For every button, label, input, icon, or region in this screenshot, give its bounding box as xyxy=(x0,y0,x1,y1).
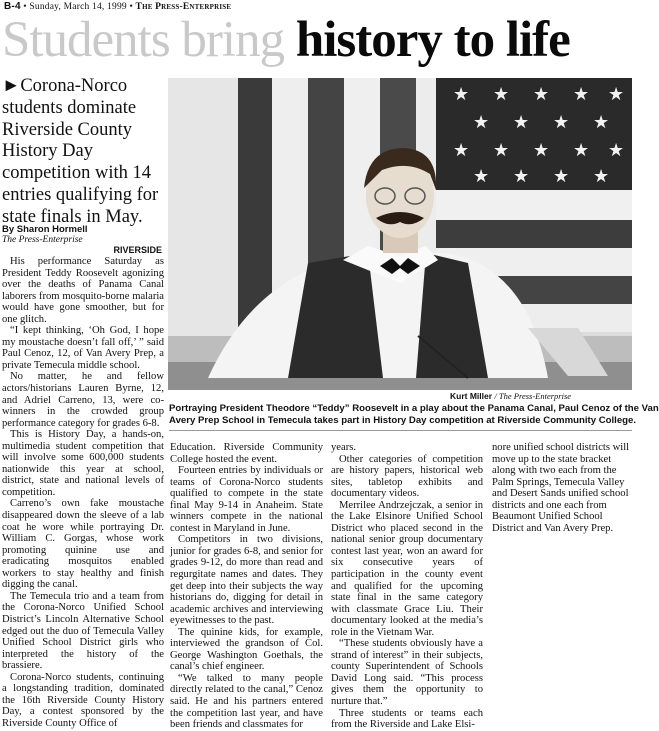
paragraph: Competitors in two divisions, junior for grades 6-8, and senior for grades 9-12, do more than read and regurgitate names and dates. They get deep into their subjects the way historians do, digging for detail in academic archives and interviewing eyewitnesses to the past. xyxy=(170,534,323,627)
paragraph: The quinine kids, for example, interviewed the grandson of Col. George Washington Goethals, the canal’s chief engineer. xyxy=(170,626,323,673)
paragraph: years. xyxy=(331,442,356,453)
folio-separator: • xyxy=(129,2,136,12)
paragraph: Carreno’s own fake moustache disappeared down the sleeve of a lab coat he wore while portraying Dr. William C. Gorgas, whose work promoting quinine use and eradicating mosquitos enabled workers to stay healthy and finish digging the canal. xyxy=(2,498,164,591)
svg-text:★: ★ xyxy=(513,112,530,133)
photo-credit xyxy=(450,391,632,401)
svg-text:★: ★ xyxy=(573,84,590,105)
paragraph: The Temecula trio and a team from the Corona-Norco Unified School District’s Lincoln Alternative School edged out the duo of Temecula Valley Unified School District girls who interpreted the history of the brassiere. xyxy=(2,590,164,672)
photo-credit-organization: / The Press-Enterprise xyxy=(494,391,572,401)
svg-text:★: ★ xyxy=(493,84,510,105)
svg-text:★: ★ xyxy=(573,140,590,161)
paragraph: No matter, he and fellow actors/historians Lauren Byrne, 12, and Adriel Carreno, 13, were co-winners in the crowded group performance category for grades 6-8. xyxy=(2,371,164,429)
folio-date: Sunday, March 14, 1999 xyxy=(29,2,127,12)
article-column-2 xyxy=(170,442,323,731)
svg-text:★: ★ xyxy=(453,140,470,161)
caption-line: Portraying President Theodore “Teddy” Roosevelt in a play about the Panama Canal, Paul Cenoz of the Van xyxy=(169,403,659,414)
page-folio xyxy=(4,1,231,12)
svg-text:★: ★ xyxy=(593,112,610,133)
byline-author: By Sharon Hormell xyxy=(2,224,88,235)
paragraph: Corona-Norco students, continuing a longstanding tradition, dominated the 16th Riverside County History Day, a contest sponsored by the Riverside County Office of xyxy=(2,671,164,729)
article-column-4 xyxy=(492,442,632,712)
svg-text:★: ★ xyxy=(473,112,490,133)
svg-text:★: ★ xyxy=(473,166,490,187)
deck-text: Corona-Norco students dominate Riverside County History Day competition with 14 entries qualifying for state finals in May. xyxy=(2,76,159,227)
paragraph: “We talked to many people directly related to the canal,” Cenoz said. He and his partners entered the competition last year, and have been friends and classmates for xyxy=(170,672,323,731)
paragraph: His performance Saturday as President Teddy Roosevelt agonizing over the deaths of Panama Canal laborers from mosquito-borne malaria would have gone smoother, but for one glitch. xyxy=(2,256,164,325)
deck-subheadline xyxy=(2,76,160,229)
photo-caption xyxy=(169,403,659,429)
paragraph: “These students obviously have a strand of interest” in their subjects, county Superintendent of Schools David Long said. “This process gives them the opportunity to nurture that.” xyxy=(331,638,483,708)
article-column-1 xyxy=(2,256,164,729)
byline-organization: The Press-Enterprise xyxy=(2,235,83,245)
svg-text:★: ★ xyxy=(533,84,550,105)
paragraph: Merrilee Andrzejczak, a senior in the Lake Elsinore Unified School District who placed second in the national senior group documentary contest last year, won an award for six consecutive years of participation in the county event and qualified for the upcoming state final in the same category with classmate Grace Liu. Their documentary looked at the media’s role in the Vietnam War. xyxy=(331,499,483,638)
svg-text:★: ★ xyxy=(533,140,550,161)
svg-text:★: ★ xyxy=(553,112,570,133)
paragraph: Three students or teams each from the Riverside and Lake Elsi- xyxy=(331,707,483,731)
folio-separator: • xyxy=(23,2,30,12)
dateline: RIVERSIDE xyxy=(113,245,162,255)
svg-text:★: ★ xyxy=(593,166,610,187)
paragraph: nore unified school districts will move up to the state bracket along with two each from the Palm Springs, Temecula Valley and Desert Sands unified school districts and one each from Beaumont Unified School District and Van Avery Prep. xyxy=(492,442,630,534)
deck-arrow-icon: ► xyxy=(2,76,21,96)
paragraph: Other categories of competition are history papers, historical web sites, tabletop exhibits and documentary videos. xyxy=(331,453,483,500)
article-column-3 xyxy=(331,442,483,731)
paragraph: “I kept thinking, ‘Oh God, I hope my moustache doesn’t fall off,’ ” said Paul Cenoz, 12, of Van Avery Prep, a private Temecula middle school. xyxy=(2,325,164,371)
news-photo xyxy=(168,78,632,390)
headline xyxy=(2,12,570,68)
headline-part-dark: history to life xyxy=(295,12,570,68)
byline xyxy=(2,224,162,246)
headline-part-light: Students bring xyxy=(2,12,285,68)
svg-text:★: ★ xyxy=(453,84,470,105)
svg-text:★: ★ xyxy=(608,140,625,161)
svg-text:★: ★ xyxy=(608,84,625,105)
svg-text:★: ★ xyxy=(493,140,510,161)
caption-line: Avery Prep School in Temecula takes part in History Day competition at Riverside Community College. xyxy=(169,415,637,427)
caption-divider xyxy=(169,430,632,431)
paragraph: This is History Day, a hands-on, multimedia student competition that will involve some 600,000 students nationwide this year at school, district, state and national levels of competition. xyxy=(2,429,164,498)
svg-text:★: ★ xyxy=(513,166,530,187)
folio-page-number: B-4 xyxy=(4,1,21,12)
photo-illustration xyxy=(168,78,632,390)
paragraph: Education. Riverside Community College hosted the event. xyxy=(170,442,323,465)
folio-paper-name: The Press-Enterprise xyxy=(135,2,232,12)
photo-credit-name: Kurt Miller xyxy=(450,391,493,401)
svg-text:★: ★ xyxy=(553,166,570,187)
paragraph: Fourteen entries by individuals or teams of Corona-Norco students qualified to compete in the state final May 9-14 in Anaheim. State winners compete in the national contest in Maryland in June. xyxy=(170,465,323,534)
